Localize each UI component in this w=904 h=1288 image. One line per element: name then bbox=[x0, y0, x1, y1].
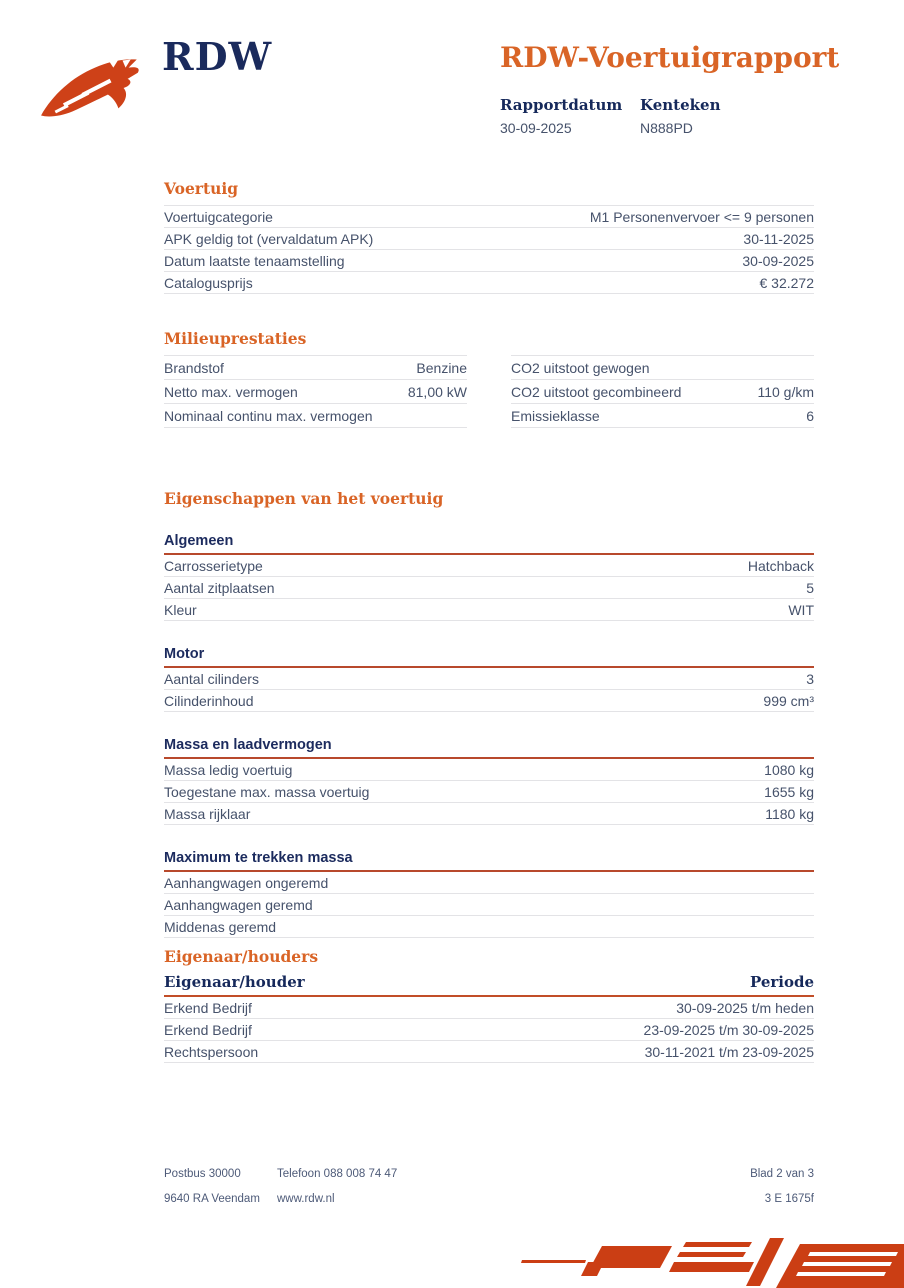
license-plate-block bbox=[640, 96, 720, 136]
table-row bbox=[164, 997, 814, 1019]
table-row bbox=[511, 380, 814, 404]
footer-phone: Telefoon 088 008 74 47 bbox=[277, 1168, 398, 1180]
subsection-motor-title: Motor bbox=[164, 646, 814, 668]
row-label: Voertuigcategorie bbox=[164, 209, 273, 225]
row-label: CO2 uitstoot gecombineerd bbox=[511, 384, 682, 400]
subsection-trekken-massa-title: Maximum te trekken massa bbox=[164, 850, 814, 872]
row-value: Benzine bbox=[416, 360, 467, 376]
footer-doc-code: 3 E 1675f bbox=[764, 1193, 814, 1205]
row-value: 30-09-2025 t/m heden bbox=[676, 1000, 814, 1016]
table-row bbox=[511, 404, 814, 428]
footer-page-indicator: Blad 2 van 3 bbox=[750, 1168, 814, 1180]
page-footer bbox=[164, 1168, 814, 1223]
row-value: 30-11-2021 t/m 23-09-2025 bbox=[644, 1044, 814, 1060]
row-value: WIT bbox=[788, 602, 814, 618]
report-date-value: 30-09-2025 bbox=[500, 120, 572, 136]
row-label: Carrosserietype bbox=[164, 558, 263, 574]
row-label: Catalogusprijs bbox=[164, 275, 253, 291]
table-row bbox=[164, 599, 814, 621]
subsection-massa-title: Massa en laadvermogen bbox=[164, 737, 814, 759]
row-label: Datum laatste tenaamstelling bbox=[164, 253, 345, 269]
section-eigenschappen bbox=[164, 489, 814, 938]
row-value: Hatchback bbox=[747, 558, 814, 574]
footer-postbus: Postbus 30000 bbox=[164, 1168, 241, 1180]
eigenaar-col-owner: Eigenaar/houder bbox=[164, 973, 305, 991]
row-value: 81,00 kW bbox=[407, 384, 467, 400]
section-voertuig-title: Voertuig bbox=[164, 179, 239, 198]
row-label: APK geldig tot (vervaldatum APK) bbox=[164, 231, 374, 247]
decorative-stripes-icon bbox=[514, 1236, 904, 1288]
row-value: 23-09-2025 t/m 30-09-2025 bbox=[643, 1022, 814, 1038]
subsection-massa bbox=[164, 737, 814, 825]
row-value: M1 Personenvervoer <= 9 personen bbox=[589, 209, 814, 225]
report-date-block bbox=[500, 96, 622, 136]
table-row bbox=[164, 380, 467, 404]
rdw-logo bbox=[38, 34, 298, 130]
table-row bbox=[511, 356, 814, 380]
table-row bbox=[164, 1041, 814, 1063]
table-row bbox=[164, 894, 814, 916]
massa-table bbox=[164, 759, 814, 825]
milieu-right-table bbox=[511, 355, 814, 428]
report-date-label: Rapportdatum bbox=[500, 96, 623, 114]
row-label: Aantal zitplaatsen bbox=[164, 580, 275, 596]
row-label: Rechtspersoon bbox=[164, 1044, 259, 1060]
row-label: Aanhangwagen ongeremd bbox=[164, 875, 329, 891]
row-label: CO2 uitstoot gewogen bbox=[511, 360, 650, 376]
table-row bbox=[164, 250, 814, 272]
row-label: Brandstof bbox=[164, 360, 224, 376]
milieu-columns bbox=[164, 355, 814, 428]
row-label: Aantal cilinders bbox=[164, 671, 259, 687]
row-value: 6 bbox=[806, 408, 814, 424]
row-label: Aanhangwagen geremd bbox=[164, 897, 313, 913]
row-label: Emissieklasse bbox=[511, 408, 600, 424]
table-row bbox=[164, 555, 814, 577]
row-label: Netto max. vermogen bbox=[164, 384, 298, 400]
subsection-motor bbox=[164, 646, 814, 712]
row-value: 30-11-2025 bbox=[743, 231, 814, 247]
table-row bbox=[164, 356, 467, 380]
row-label: Massa rijklaar bbox=[164, 806, 251, 822]
row-value: 999 cm³ bbox=[763, 693, 814, 709]
algemeen-table bbox=[164, 555, 814, 621]
section-eigenaar-houders bbox=[164, 947, 814, 1063]
table-row bbox=[164, 206, 814, 228]
table-row bbox=[164, 803, 814, 825]
footer-website: www.rdw.nl bbox=[277, 1193, 335, 1205]
footer-line-1 bbox=[164, 1168, 814, 1184]
row-value: 30-09-2025 bbox=[742, 253, 814, 269]
section-eigenaar-title: Eigenaar/houders bbox=[164, 947, 319, 966]
table-row bbox=[164, 690, 814, 712]
license-plate-label: Kenteken bbox=[640, 96, 721, 114]
row-label: Erkend Bedrijf bbox=[164, 1000, 252, 1016]
row-label: Massa ledig voertuig bbox=[164, 762, 293, 778]
row-label: Kleur bbox=[164, 602, 197, 618]
table-row bbox=[164, 404, 467, 428]
row-value: 1180 kg bbox=[765, 806, 814, 822]
motor-table bbox=[164, 668, 814, 712]
table-row bbox=[164, 668, 814, 690]
rdw-feather-icon bbox=[38, 50, 150, 124]
section-milieuprestaties bbox=[164, 329, 814, 428]
eigenaar-table bbox=[164, 997, 814, 1063]
eigenaar-table-header bbox=[164, 973, 814, 997]
footer-line-2 bbox=[164, 1193, 814, 1209]
row-value: 3 bbox=[806, 671, 814, 687]
row-value: 1080 kg bbox=[764, 762, 814, 778]
table-row bbox=[164, 872, 814, 894]
row-label: Cilinderinhoud bbox=[164, 693, 254, 709]
row-value: € 32.272 bbox=[759, 275, 814, 291]
milieu-left-table bbox=[164, 355, 467, 428]
subsection-trekken-massa bbox=[164, 850, 814, 938]
voertuig-table bbox=[164, 205, 814, 294]
row-value: 110 g/km bbox=[757, 384, 814, 400]
page-title: RDW-Voertuigrapport bbox=[500, 41, 840, 74]
footer-city: 9640 RA Veendam bbox=[164, 1193, 260, 1205]
eigenaar-col-period: Periode bbox=[749, 973, 814, 991]
row-label: Middenas geremd bbox=[164, 919, 277, 935]
subsection-algemeen-title: Algemeen bbox=[164, 533, 814, 555]
table-row bbox=[164, 781, 814, 803]
table-row bbox=[164, 916, 814, 938]
row-label: Nominaal continu max. vermogen bbox=[164, 408, 373, 424]
table-row bbox=[164, 577, 814, 599]
trekken-massa-table bbox=[164, 872, 814, 938]
section-milieuprestaties-title: Milieuprestaties bbox=[164, 329, 307, 348]
row-label: Toegestane max. massa voertuig bbox=[164, 784, 370, 800]
section-voertuig bbox=[164, 179, 814, 294]
row-value: 5 bbox=[806, 580, 814, 596]
table-row bbox=[164, 759, 814, 781]
license-plate-value: N888PD bbox=[640, 120, 693, 136]
rdw-wordmark: RDW bbox=[162, 34, 273, 79]
table-row bbox=[164, 228, 814, 250]
table-row bbox=[164, 272, 814, 294]
subsection-algemeen bbox=[164, 533, 814, 621]
row-value: 1655 kg bbox=[764, 784, 814, 800]
section-eigenschappen-title: Eigenschappen van het voertuig bbox=[164, 489, 444, 508]
table-row bbox=[164, 1019, 814, 1041]
row-label: Erkend Bedrijf bbox=[164, 1022, 252, 1038]
